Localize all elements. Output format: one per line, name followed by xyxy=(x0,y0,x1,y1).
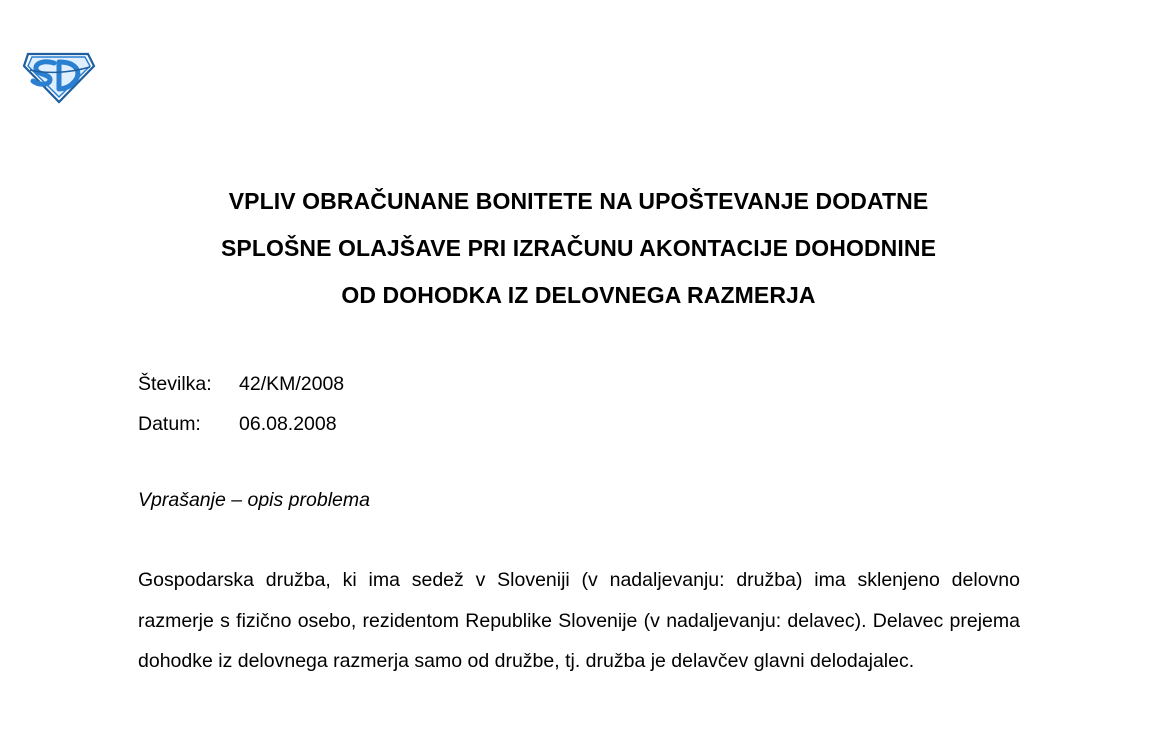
number-value: 42/KM/2008 xyxy=(239,373,345,395)
sd-logo-icon xyxy=(22,46,96,104)
title-line: SPLOŠNE OLAJŠAVE PRI IZRAČUNU AKONTACIJE DOHODNINE xyxy=(220,235,937,261)
date-row xyxy=(138,404,344,444)
document-meta xyxy=(138,364,344,444)
title-line: VPLIV OBRAČUNANE BONITETE NA UPOŠTEVANJE DODATNE xyxy=(228,188,929,214)
document-title xyxy=(0,178,1157,319)
body-paragraph: Gospodarska družba, ki ima sedež v Sloveniji (v nadaljevanju: družba) ima sklenjeno delovno razmerje s fizično osebo, rezidentom Republike Slovenije (v nadaljevanju: delavec). Delavec prejema dohodke iz delovnega razmerja samo od družbe, tj. družba je delavčev glavni delodajalec. xyxy=(138,569,1020,672)
number-label: Številka: xyxy=(138,373,212,395)
date-label: Datum: xyxy=(138,413,201,435)
number-row xyxy=(138,364,344,404)
section-heading: Vprašanje – opis problema xyxy=(138,489,370,511)
date-value: 06.08.2008 xyxy=(239,413,337,435)
title-line: OD DOHODKA IZ DELOVNEGA RAZMERJA xyxy=(341,282,816,308)
